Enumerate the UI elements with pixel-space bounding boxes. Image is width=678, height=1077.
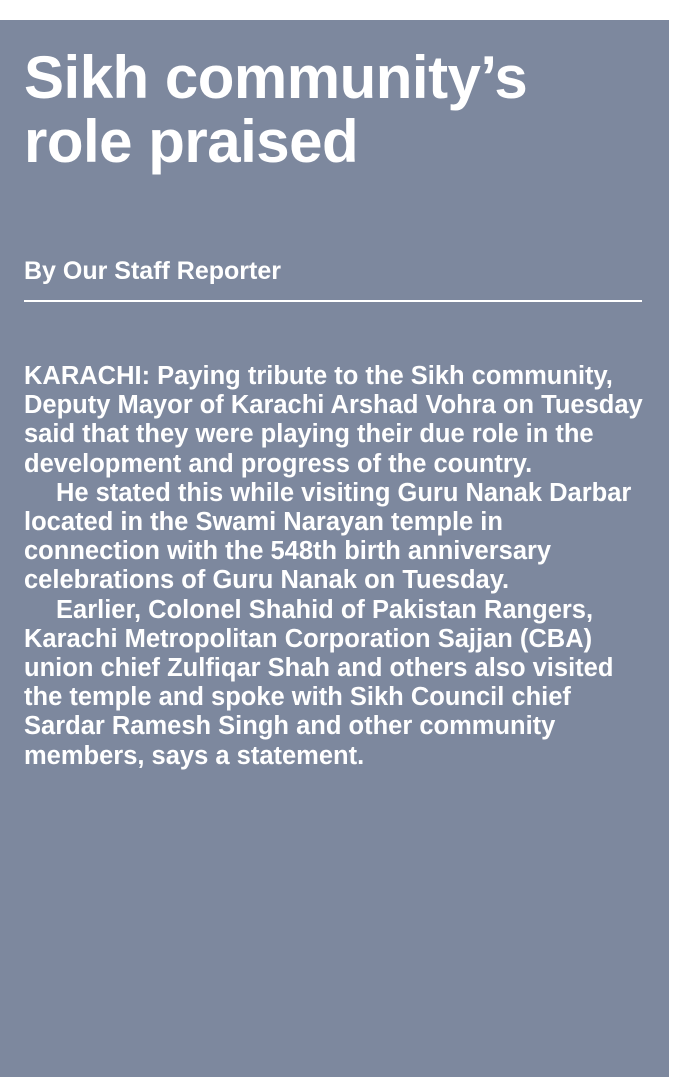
headline-line-1: Sikh community’s [24, 44, 528, 111]
article-body [24, 362, 646, 771]
paragraph-3: Earlier, Colonel Shahid of Pakistan Rangers, Karachi Metropolitan Corporation Sajjan (CBA) union chief Zulfiqar Shah and others also visited the temple and spoke with Sikh Council chief Sardar Ramesh Singh and other community members, says a statement. [24, 595, 614, 770]
article-panel [0, 20, 669, 1077]
headline [24, 46, 645, 174]
paragraph-2: He stated this while visiting Guru Nanak Darbar located in the Swami Narayan temple in connection with the 548th birth anniversary celebrations of Guru Nanak on Tuesday. [24, 478, 632, 595]
byline: By Our Staff Reporter [24, 256, 642, 302]
headline-line-2: role praised [24, 108, 359, 175]
paragraph-1: KARACHI: Paying tribute to the Sikh community, Deputy Mayor of Karachi Arshad Vohra on Tuesday said that they were playing their due role in the development and progress of the country. [24, 362, 643, 478]
